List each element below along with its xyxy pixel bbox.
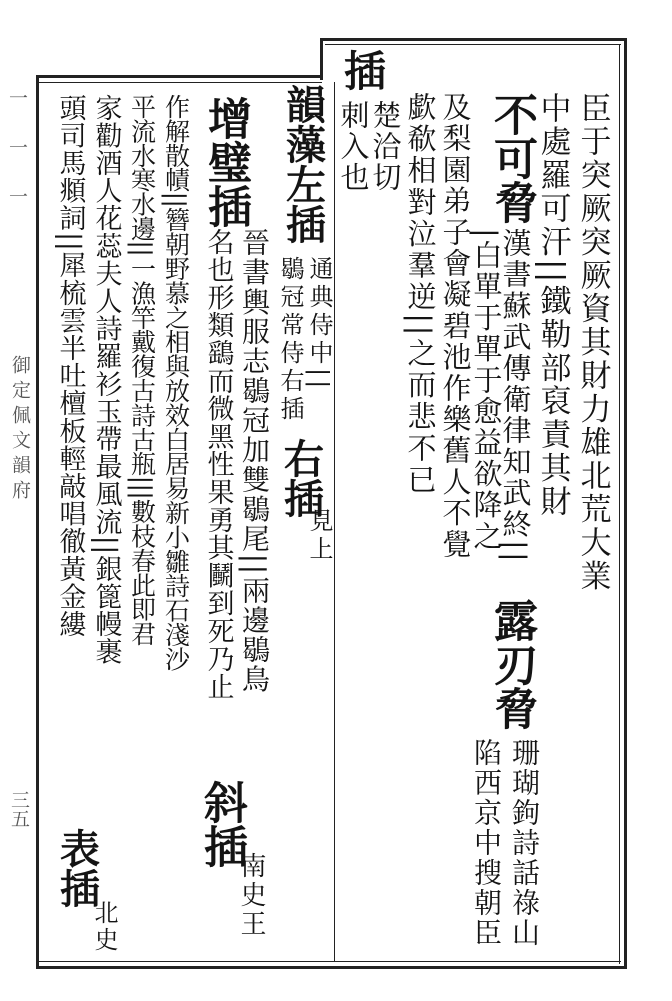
column-4a-text: |白單于單于愈益欲降之	[469, 228, 504, 552]
column-1-text: 臣于突厥突厥資其財力雄北荒大業	[574, 92, 611, 593]
column-12	[200, 228, 236, 701]
entry-head-bukexie	[486, 92, 537, 224]
entry-head-youcha-text: 右插	[277, 438, 325, 518]
margin-book-title-text: 御定佩文韻府	[9, 355, 31, 505]
column-14-text: 平流水寒水邊||一漁竿戴復古詩古瓶|||數枝春此即君	[127, 94, 157, 646]
margin-book-title	[6, 355, 34, 505]
section-head-zengbi-text: 增璧插	[200, 96, 251, 228]
frame-right-inner	[619, 44, 620, 964]
head-character-text: 插	[343, 47, 386, 96]
column-14	[124, 94, 160, 646]
entry-head-biaocha	[52, 828, 102, 908]
column-5	[437, 92, 473, 560]
entry-head-bukexie-text: 不可脅	[486, 92, 537, 224]
column-16-text: 頭司馬頫詞||犀梳雲半吐檀板輕敲唱徹黃金縷	[54, 94, 86, 638]
column-11-note	[236, 228, 272, 694]
column-12-text: 名也形類鷂而微黑性果勇其鬭到死乃止	[202, 228, 234, 701]
column-1	[573, 92, 611, 593]
entry-head-xiecha-text: 斜插	[196, 780, 247, 868]
frame-top-left-inner	[36, 82, 322, 83]
column-12-note	[236, 852, 266, 939]
section-head-zengbi	[200, 96, 250, 228]
section-head-yunzao-text: 韻藻左插	[279, 84, 327, 244]
column-15-note	[90, 900, 118, 954]
column-4b	[467, 738, 505, 948]
entry-head-biaocha-text: 表插	[53, 828, 101, 908]
column-9-note-text: 通典侍中||	[305, 256, 333, 393]
section-head-yunzao	[278, 84, 328, 244]
column-6-text: 歔欷相對泣羣逆||之而悲不已	[403, 92, 438, 496]
column-9-note2-text: 見上	[305, 508, 333, 564]
frame-left	[36, 75, 39, 969]
column-2-text: 中處羅可汗||鐵勒部裒責其財	[534, 92, 571, 519]
column-10	[276, 256, 304, 424]
column-4b-text: 陷西京中搜朝臣	[470, 738, 503, 948]
page-number	[4, 790, 34, 828]
column-10-text: 鶡冠常侍右插	[276, 256, 304, 424]
frame-bottom-inner	[36, 961, 621, 962]
entry-head-lurenxie-text: 露刃脅	[486, 598, 537, 730]
margin-title-text: 一 一 一	[6, 88, 28, 218]
column-15-text: 家勸酒人花蕊夫人詩羅衫玉帶最風流||銀篦幔裹	[90, 94, 122, 666]
column-13-text: 作解散幘||簪朝野慕之相與放效白居易新小雛詩石淺沙	[161, 94, 191, 671]
column-13	[158, 94, 194, 671]
column-3-note2	[505, 738, 543, 948]
column-15-note-text: 北史	[90, 900, 118, 954]
column-7-text: 楚洽切	[368, 100, 403, 193]
column-15	[88, 94, 124, 665]
column-8	[336, 100, 370, 193]
head-character	[340, 47, 390, 96]
entry-head-youcha	[276, 438, 326, 518]
frame-right	[624, 38, 627, 968]
column-9-note2	[305, 508, 333, 564]
column-8-text: 刺入也	[336, 100, 371, 193]
page-number-text: 三五	[8, 790, 30, 828]
frame-top-left	[36, 75, 322, 78]
column-3-note2-text: 珊瑚鉤詩話祿山	[508, 738, 541, 948]
column-6	[402, 92, 438, 496]
column-5-text: 及梨園弟子會凝碧池作樂舊人不覺	[438, 92, 473, 560]
frame-tab-left	[320, 38, 323, 80]
column-16	[52, 94, 88, 638]
column-12-note-text: 南史王	[236, 852, 266, 939]
column-11-note-text: 晉書輿服志鶡冠加雙鶡尾||兩邊鶡鳥	[238, 228, 271, 695]
column-9-note	[305, 256, 333, 392]
entry-head-lurenxie	[486, 598, 537, 730]
frame-bottom	[36, 966, 627, 969]
column-7	[368, 100, 402, 193]
head-char-divider	[334, 82, 335, 962]
column-3-note-text: 漢書蘇武傳衛律知武終||	[498, 228, 533, 564]
frame-tab-top	[320, 38, 626, 41]
margin-title	[2, 88, 32, 217]
frame-tab-top-inner	[325, 44, 621, 45]
